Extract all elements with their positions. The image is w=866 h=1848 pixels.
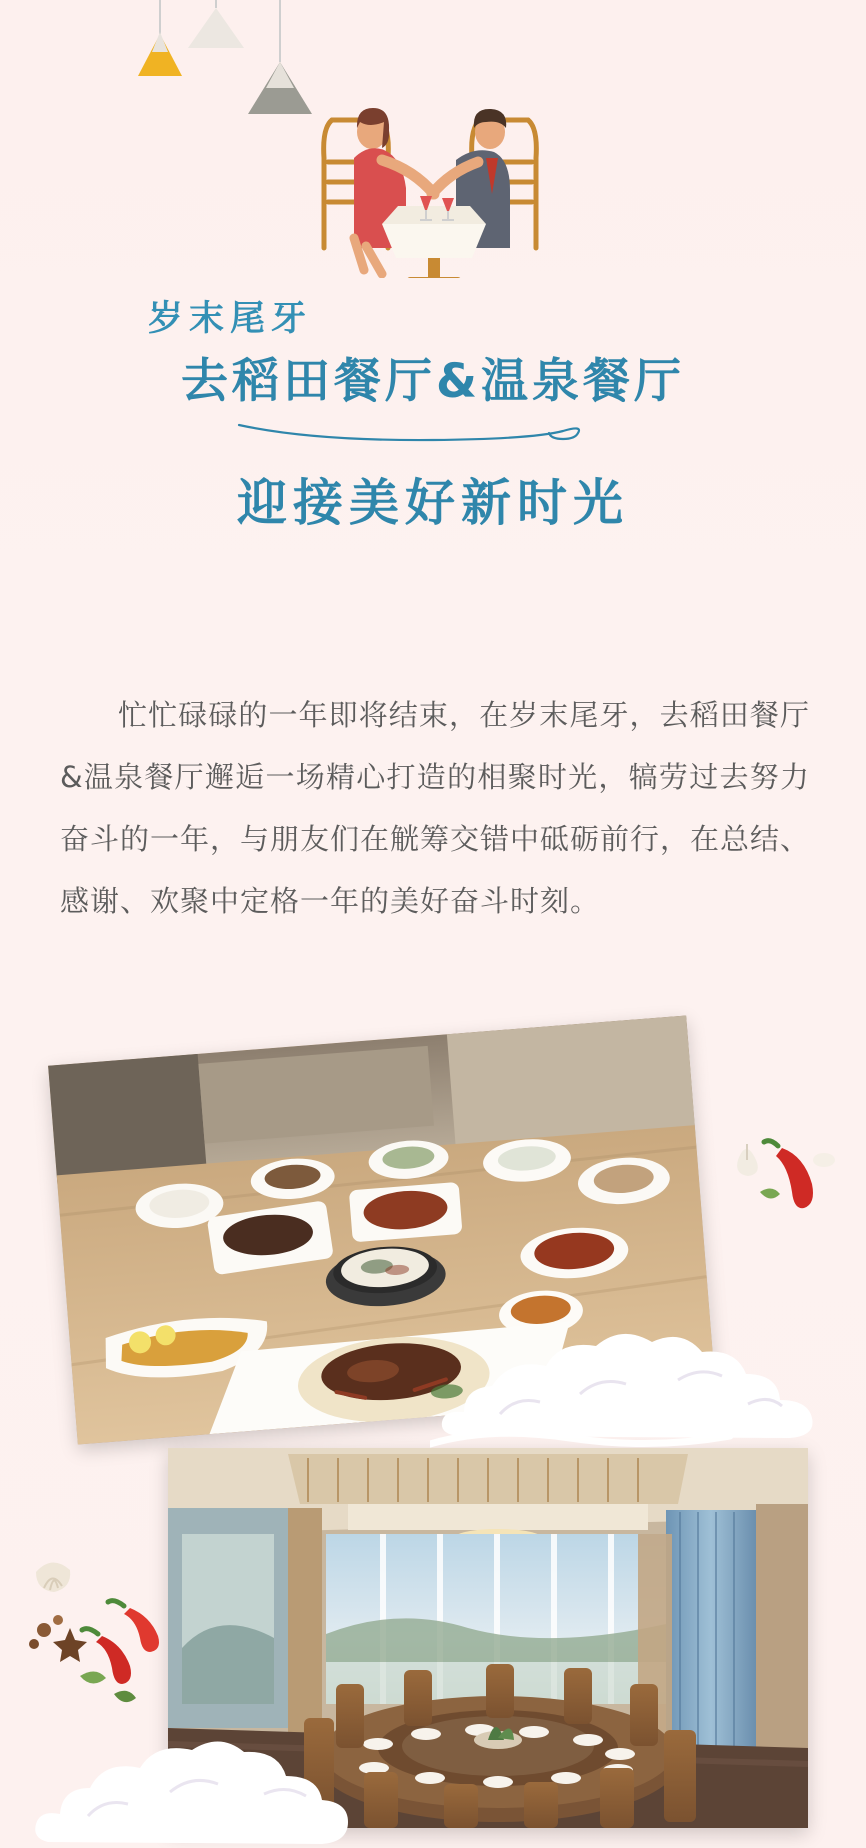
dining-table: [382, 196, 486, 278]
lamp-shade: [248, 62, 312, 114]
lamp-yellow-icon: [138, 0, 182, 76]
lamp-shade: [138, 34, 182, 76]
body-paragraph: 忙忙碌碌的一年即将结束，在岁末尾牙，去稻田餐厅&温泉餐厅邂逅一场精心打造的相聚时光，犒劳过去努力奋斗的一年，与朋友们在觥筹交错中砥砺前行，在总结、感谢、欢聚中定格一年的美好奋斗时刻。: [60, 698, 811, 918]
lamp-cord: [159, 0, 161, 34]
lamp-cream-icon: [188, 0, 244, 48]
underline-swoosh-icon: [233, 419, 633, 445]
couple-dining-illustration: [310, 98, 550, 278]
headline-line-1: 岁末尾牙: [148, 299, 313, 339]
chili-garlic-decoration-right: [720, 1130, 840, 1255]
lamp-cord: [279, 0, 281, 62]
banquet-dishes-photo: [48, 1015, 716, 1444]
lamp-cord: [215, 0, 217, 8]
lamp-shade-top: [152, 32, 168, 52]
headline-line-2: 去稻田餐厅&温泉餐厅: [181, 353, 685, 409]
headline-line-3: 迎接美好新时光: [237, 473, 629, 532]
private-dining-room-photo: [168, 1448, 808, 1828]
lamp-shade-top: [266, 62, 294, 88]
headline-block: [0, 300, 866, 535]
lamp-shade: [188, 8, 244, 48]
lamp-gray-icon: [248, 0, 312, 114]
